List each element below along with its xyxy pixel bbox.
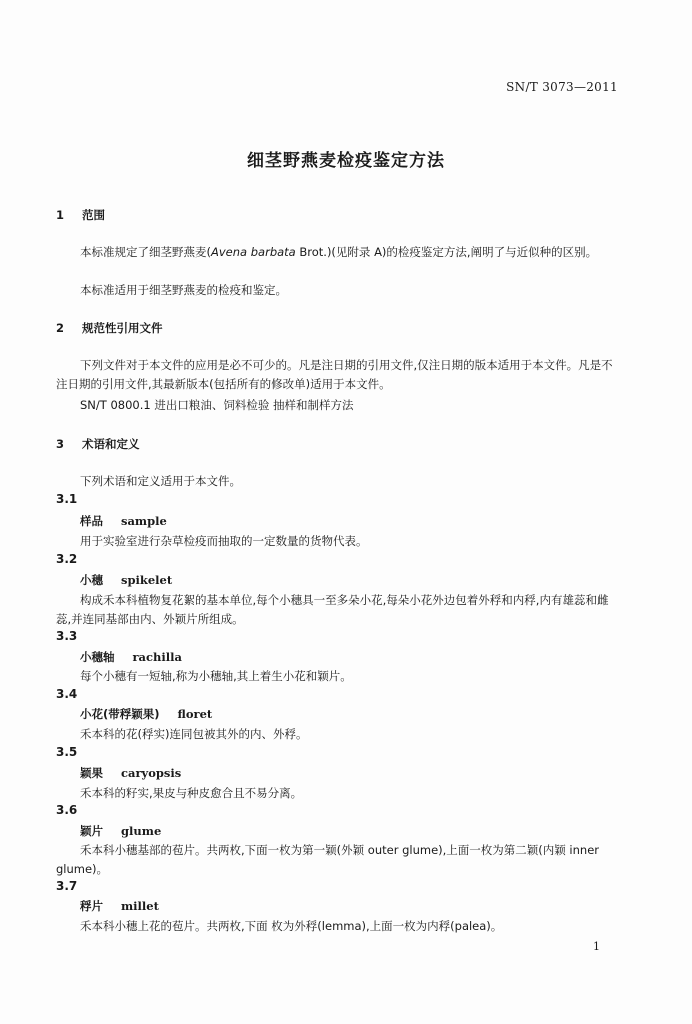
section-3-intro: 下列术语和定义适用于本文件。 — [80, 474, 241, 488]
term-zh: 小穗 — [80, 573, 103, 587]
term-heading — [80, 765, 181, 781]
term-heading — [80, 823, 161, 839]
term-en: spikelet — [121, 573, 173, 587]
term-definition: 禾本科的籽实,果皮与种皮愈合且不易分离。 — [80, 786, 303, 800]
term-en: millet — [121, 899, 159, 913]
standard-number: SN/T 3073—2011 — [506, 80, 618, 94]
term-zh: 颖片 — [80, 824, 103, 838]
section-title: 范围 — [82, 208, 106, 222]
term-number: 3.2 — [56, 552, 78, 566]
page-number: 1 — [593, 940, 600, 953]
term-number: 3.7 — [56, 879, 78, 893]
term-definition: 禾本科的花(稃实)连同包被其外的内、外稃。 — [80, 727, 308, 741]
text-run: 本标准规定了细茎野燕麦( — [80, 245, 211, 259]
section-3-heading — [56, 436, 140, 452]
term-number: 3.5 — [56, 745, 78, 759]
section-1-paragraph-1 — [56, 243, 622, 262]
term-heading — [80, 898, 159, 914]
term-heading — [80, 572, 172, 588]
section-1-paragraph-2: 本标准适用于细茎野燕麦的检疫和鉴定。 — [80, 283, 287, 297]
section-number: 2 — [56, 321, 65, 335]
term-number: 3.4 — [56, 687, 78, 701]
term-heading — [80, 706, 212, 722]
term-number: 3.3 — [56, 629, 78, 643]
term-heading — [80, 649, 182, 665]
text-run: Brot.)(见附录 A)的检疫鉴定方法,阐明了与近似种的区别。 — [295, 245, 598, 259]
term-zh: 样品 — [80, 514, 103, 528]
term-definition: 禾本科小穗基部的苞片。共两枚,下面一枚为第一颖(外颖 outer glume),上面一枚为第二颖(内颖 inner glume)。 — [56, 843, 600, 876]
term-definition: 用于实验室进行杂草检疫而抽取的一定数量的货物代表。 — [80, 534, 368, 548]
section-number: 1 — [56, 208, 65, 222]
term-zh: 小穗轴 — [80, 650, 115, 664]
term-en: caryopsis — [121, 766, 182, 780]
term-zh: 稃片 — [80, 899, 103, 913]
term-definition: 禾本科小穗上花的苞片。共两枚,下面 枚为外稃(lemma),上面一枚为内稃(palea)。 — [80, 919, 503, 933]
term-en: sample — [121, 514, 167, 528]
term-number: 3.1 — [56, 492, 78, 506]
term-number: 3.6 — [56, 803, 78, 817]
term-definition: 构成禾本科植物复花絮的基本单位,每个小穗具一至多朵小花,每朵小花外边包着外稃和内稃,内有雄蕊和雌蕊,并连同基部由内、外颖片所组成。 — [56, 593, 609, 626]
term-heading — [80, 513, 167, 529]
section-title: 规范性引用文件 — [82, 321, 163, 335]
latin-name: Avena barbata — [211, 245, 296, 259]
term-definition: 每个小穗有一短轴,称为小穗轴,其上着生小花和颖片。 — [80, 669, 352, 683]
section-title: 术语和定义 — [82, 437, 140, 451]
term-zh: 颖果 — [80, 766, 103, 780]
normative-reference: SN/T 0800.1 进出口粮油、饲料检验 抽样和制样方法 — [80, 398, 354, 412]
document-title: 细茎野燕麦检疫鉴定方法 — [247, 151, 445, 171]
term-en: glume — [121, 824, 162, 838]
section-2-heading — [56, 320, 163, 336]
term-en: floret — [177, 707, 213, 721]
section-number: 3 — [56, 437, 65, 451]
section-1-heading — [56, 207, 105, 223]
term-en: rachilla — [132, 650, 182, 664]
term-zh: 小花(带稃颖果) — [80, 707, 160, 721]
section-2-paragraph-1: 下列文件对于本文件的应用是必不可少的。凡是注日期的引用文件,仅注日期的版本适用于本文件。凡是不注日期的引用文件,其最新版本(包括所有的修改单)适用于本文件。 — [56, 358, 613, 391]
